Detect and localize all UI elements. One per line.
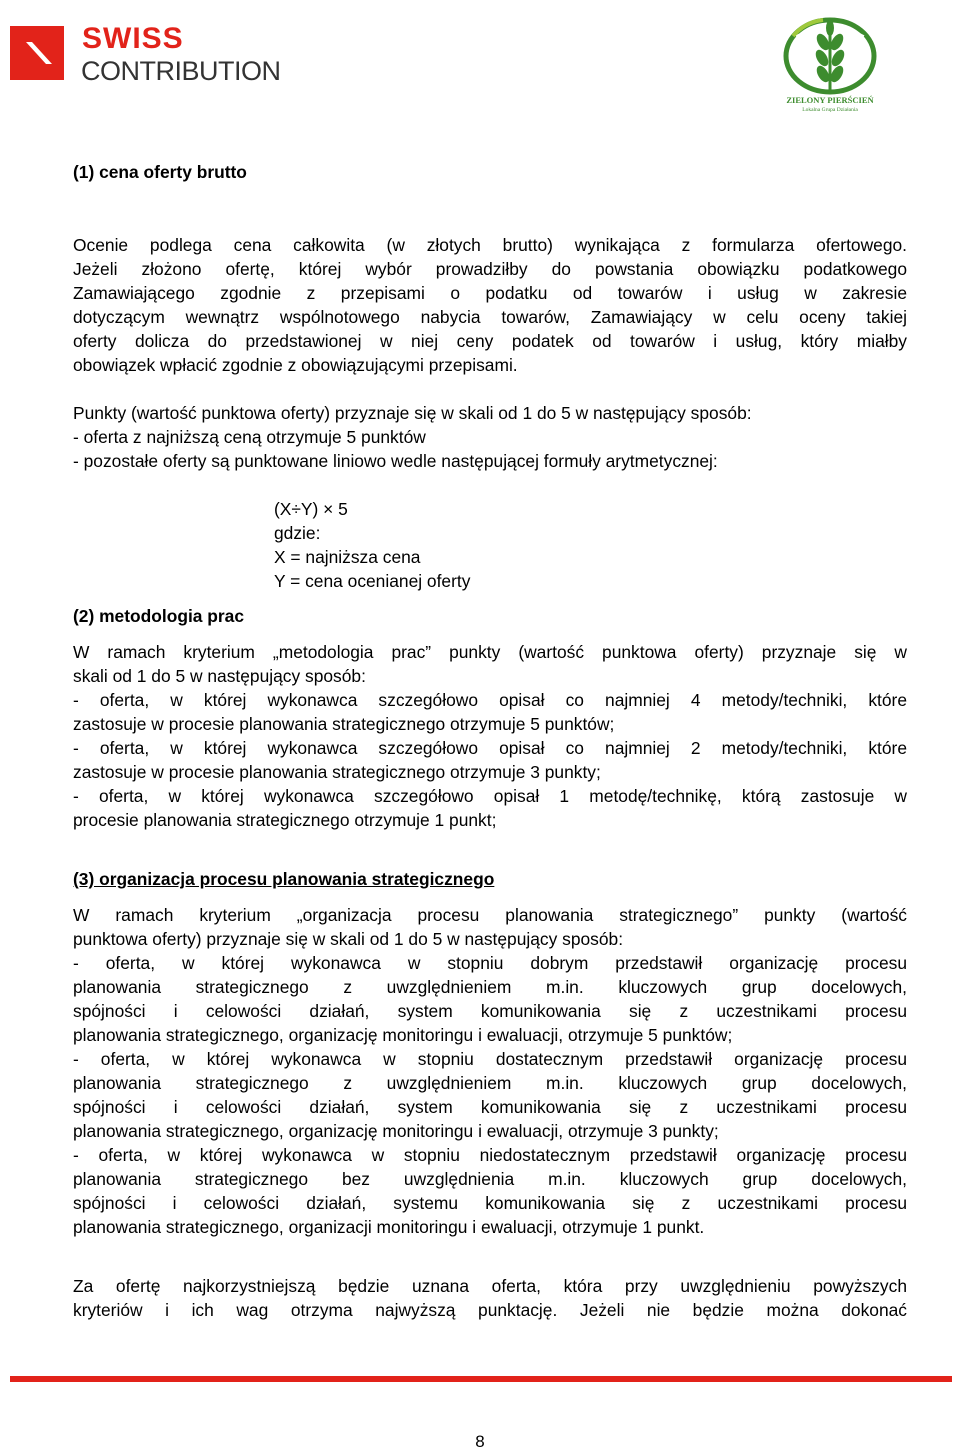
text-line: zastosuje w procesie planowania strategicznego otrzymuje 3 punkty; — [73, 762, 601, 782]
section-3-heading: (3) organizacja procesu planowania strategicznego — [73, 869, 495, 889]
section-3-paragraph — [73, 903, 907, 1239]
formula-x-definition: X = najniższa cena — [274, 547, 421, 567]
section-2-paragraph — [73, 640, 907, 832]
closing-paragraph — [73, 1274, 907, 1322]
text-line: Za ofertę najkorzystniejszą będzie uznana oferta, która przy uwzględnieniu powyższych — [73, 1276, 907, 1296]
page-number: 8 — [475, 1432, 485, 1451]
text-line: spójności i celowości działań, systemu komunikowania się z uczestnikami procesu — [73, 1193, 907, 1213]
text-line: procesie planowania strategicznego otrzymuje 1 punkt; — [73, 810, 497, 830]
text-line: kryteriów i ich wag otrzyma najwyższą punktację. Jeżeli nie będzie można dokonać — [73, 1300, 907, 1320]
zielony-pierscien-logo — [775, 8, 885, 120]
logo-subtitle: Lokalna Grupa Działania — [802, 107, 858, 113]
text-line: - oferta z najniższą ceną otrzymuje 5 punktów — [73, 427, 426, 447]
text-line: planowania strategicznego z uwzględnieniem m.in. kluczowych grup docelowych, — [73, 977, 907, 997]
swiss-contribution-logo — [10, 24, 310, 88]
text-line: spójności i celowości działań, system komunikowania się z uczestnikami procesu — [73, 1001, 907, 1021]
text-line: - oferta, w której wykonawca szczegółowo opisał 1 metodę/technikę, którą zastosuje w — [73, 786, 907, 806]
text-line: Ocenie podlega cena całkowita (w złotych brutto) wynikająca z formularza ofertowego. — [73, 235, 907, 255]
text-line: skali od 1 do 5 w następujący sposób: — [73, 666, 366, 686]
text-line: planowania strategicznego bez uwzględnienia m.in. kluczowych grup docelowych, — [73, 1169, 907, 1189]
text-line: - pozostałe oferty są punktowane liniowo wedle następującej formuły arytmetycznej: — [73, 451, 718, 471]
text-line: - oferta, w której wykonawca w stopniu dobrym przedstawił organizację procesu — [73, 953, 907, 973]
text-line: planowania strategicznego, organizację monitoringu i ewaluacji, otrzymuje 5 punktów; — [73, 1025, 733, 1045]
section-1-heading: (1) cena oferty brutto — [73, 162, 247, 182]
text-line: - oferta, w której wykonawca w stopniu niedostatecznym przedstawił organizację procesu — [73, 1145, 907, 1165]
text-line: W ramach kryterium „organizacja procesu planowania strategicznego” punkty (wartość — [73, 905, 907, 925]
logo-name: ZIELONY PIERŚCIEŃ — [786, 95, 874, 105]
text-line: Jeżeli złożono ofertę, której wybór prowadziłby do powstania obowiązku podatkowego — [73, 259, 907, 279]
formula-block — [274, 497, 470, 593]
swiss-flag-icon — [10, 24, 70, 84]
text-line: W ramach kryterium „metodologia prac” punkty (wartość punktowa oferty) przyznaje się w — [73, 642, 907, 662]
text-line: spójności i celowości działań, system komunikowania się z uczestnikami procesu — [73, 1097, 907, 1117]
text-line: Punkty (wartość punktowa oferty) przyznaje się w skali od 1 do 5 w następujący sposób: — [73, 403, 752, 423]
text-line: dotyczącym wewnątrz wspólnotowego nabycia towarów, Zamawiający w celu oceny takiej — [73, 307, 907, 327]
formula-y-definition: Y = cena ocenianej oferty — [274, 571, 471, 591]
section-1-paragraph-1 — [73, 233, 907, 377]
text-line: planowania strategicznego, organizację monitoringu i ewaluacji, otrzymuje 3 punkty; — [73, 1121, 719, 1141]
formula-where: gdzie: — [274, 523, 321, 543]
text-line: planowania strategicznego z uwzględnieniem m.in. kluczowych grup docelowych, — [73, 1073, 907, 1093]
text-line: - oferta, w której wykonawca w stopniu dostatecznym przedstawił organizację procesu — [73, 1049, 907, 1069]
formula-expression: (X÷Y) × 5 — [274, 499, 348, 519]
footer-rule — [10, 1376, 952, 1382]
text-line: oferty dolicza do przedstawionej w niej ceny podatek od towarów i usług, który miałby — [73, 331, 907, 351]
text-line: planowania strategicznego, organizacji monitoringu i ewaluacji, otrzymuje 1 punkt. — [73, 1217, 705, 1237]
section-2-heading: (2) metodologia prac — [73, 606, 245, 626]
text-line: - oferta, w której wykonawca szczegółowo opisał co najmniej 2 metody/techniki, które — [73, 738, 907, 758]
text-line: obowiązek wpłacić zgodnie z obowiązującymi przepisami. — [73, 355, 518, 375]
text-line: Zamawiającego zgodnie z przepisami o podatku od towarów i usług w zakresie — [73, 283, 907, 303]
wheat-ring-icon — [775, 8, 885, 98]
text-line: punktowa oferty) przyznaje się w skali od 1 do 5 w następujący sposób: — [73, 929, 624, 949]
logo-line-1: SWISS — [82, 22, 184, 55]
section-1-paragraph-2 — [73, 401, 907, 473]
text-line: zastosuje w procesie planowania strategicznego otrzymuje 5 punktów; — [73, 714, 615, 734]
text-line: - oferta, w której wykonawca szczegółowo opisał co najmniej 4 metody/techniki, które — [73, 690, 907, 710]
logo-line-2: CONTRIBUTION — [81, 56, 281, 86]
